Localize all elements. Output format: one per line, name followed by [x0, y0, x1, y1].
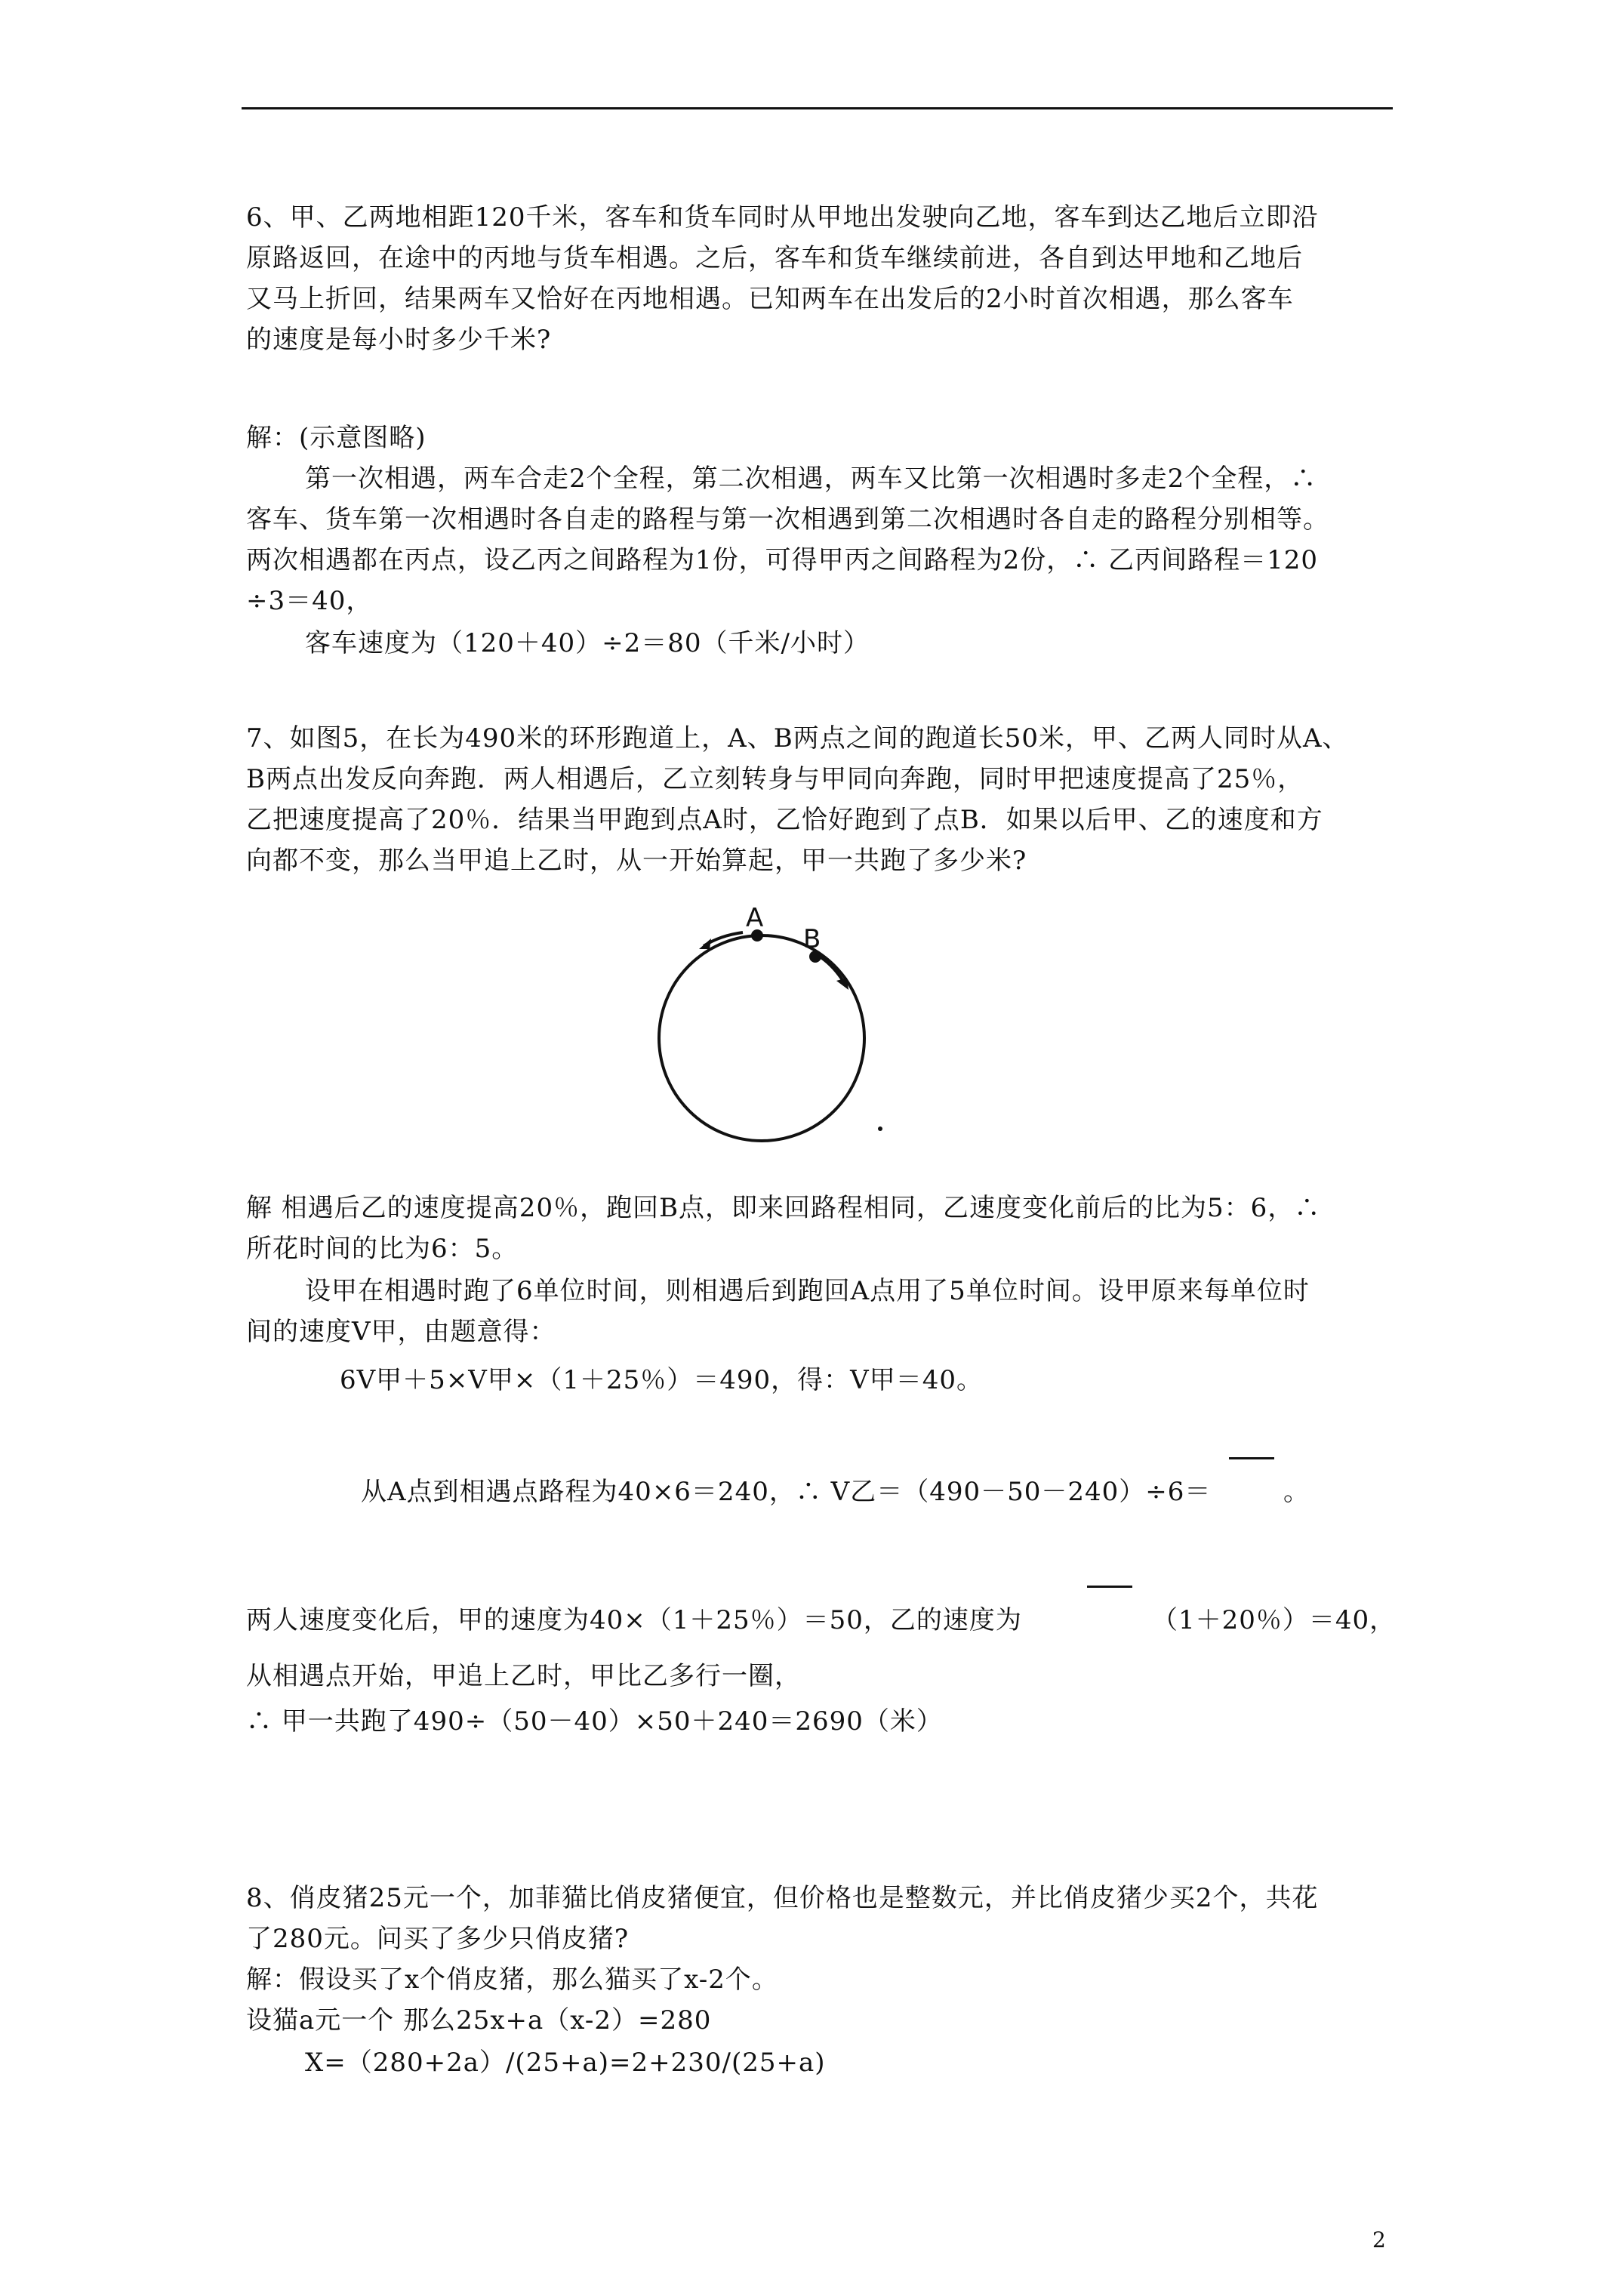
q6-answer: 客车速度为（120＋40）÷2＝80（千米/小时）	[305, 628, 870, 658]
fraction-bar-1	[1229, 1457, 1274, 1459]
q7-solution-line-3: 设甲在相遇时跑了6单位时间，则相遇后到跑回A点用了5单位时间。设甲原来每单位时	[305, 1276, 1310, 1306]
header-rule	[242, 107, 1393, 109]
q7-line-2: B两点出发反向奔跑．两人相遇后，乙立刻转身与甲同向奔跑，同时甲把速度提高了25％，	[246, 764, 1304, 794]
q7-line-3: 乙把速度提高了20％．结果当甲跑到点A时，乙恰好跑到了点B．如果以后甲、乙的速度和方	[246, 805, 1323, 835]
stray-dot	[878, 1126, 882, 1131]
q7-equation-1: 6V甲＋5×V甲×（1＋25％）＝490，得：V甲＝40。	[340, 1365, 983, 1395]
fraction-bar-2	[1087, 1586, 1132, 1588]
q8-line-2: 了280元。问买了多少只俏皮猪?	[246, 1924, 630, 1954]
q7-solution-line-4: 间的速度V甲，由题意得：	[246, 1317, 556, 1347]
q7-line-1: 7、如图5，在长为490米的环形跑道上，A、B两点之间的跑道长50米，甲、乙两人同时从A、	[246, 723, 1349, 754]
q8-solution-1: 解：假设买了x个俏皮猪，那么猫买了x-2个。	[246, 1965, 778, 1995]
arrow-right-icon	[820, 957, 844, 982]
q7-solution-line-2: 所花时间的比为6：5。	[246, 1234, 519, 1264]
q6-solution-line-3: 两次相遇都在丙点，设乙丙之间路程为1份，可得甲丙之间路程为2份，∴ 乙丙间路程＝120	[246, 545, 1318, 575]
q6-solution-line-4: ÷3＝40，	[246, 586, 373, 616]
q6-solution-line-1: 第一次相遇，两车合走2个全程，第二次相遇，两车又比第一次相遇时多走2个全程，∴	[305, 464, 1317, 494]
q6-solution-line-2: 客车、货车第一次相遇时各自走的路程与第一次相遇到第二次相遇时各自走的路程分别相等。	[246, 504, 1329, 535]
q6-solution-heading: 解：(示意图略)	[246, 423, 427, 453]
q7-equation-3: 两人速度变化后，甲的速度为40×（1＋25％）＝50，乙的速度为	[246, 1605, 1022, 1635]
q7-equation-4: 从相遇点开始，甲追上乙时，甲比乙多行一圈，	[246, 1661, 801, 1691]
q8-line-1: 8、俏皮猪25元一个，加菲猫比俏皮猪便宜，但价格也是整数元，并比俏皮猪少买2个，共花	[246, 1883, 1319, 1913]
arrowhead-right-icon	[836, 978, 848, 990]
label-b: B	[803, 924, 821, 954]
q7-solution-line-1: 解 相遇后乙的速度提高20％，跑回B点，即来回路程相同，乙速度变化前后的比为5：6，∴	[246, 1193, 1321, 1223]
circular-track-figure	[639, 902, 895, 1159]
q6-line-3: 又马上折回，结果两车又恰好在丙地相遇。已知两车在出发后的2小时首次相遇，那么客车	[246, 284, 1294, 314]
q7-equation-2: 从A点到相遇点路程为40×6＝240，∴ V乙＝（490－50－240）÷6＝	[361, 1477, 1212, 1507]
q7-equation-2-end: 。	[1283, 1477, 1310, 1507]
label-a: A	[746, 903, 764, 933]
q8-solution-2: 设猫a元一个 那么25x+a（x-2）=280	[246, 2005, 712, 2036]
q7-equation-3-end: （1＋20％）＝40，	[1152, 1605, 1397, 1635]
q6-line-4: 的速度是每小时多少千米?	[246, 325, 552, 355]
page-number: 2	[1372, 2227, 1386, 2252]
track-circle	[659, 935, 864, 1141]
q6-line-2: 原路返回，在途中的丙地与货车相遇。之后，客车和货车继续前进，各自到达甲地和乙地后	[246, 243, 1303, 273]
q7-answer: ∴ 甲一共跑了490÷（50－40）×50＋240＝2690（米）	[246, 1706, 943, 1737]
q7-line-4: 向都不变，那么当甲追上乙时，从一开始算起，甲一共跑了多少米?	[246, 846, 1027, 876]
q6-line-1: 6、甲、乙两地相距120千米，客车和货车同时从甲地出发驶向乙地，客车到达乙地后立即沿	[246, 202, 1319, 233]
q8-solution-3: X=（280+2a）/(25+a)=2+230/(25+a)	[305, 2048, 826, 2078]
arrowhead-left-icon	[699, 938, 711, 949]
